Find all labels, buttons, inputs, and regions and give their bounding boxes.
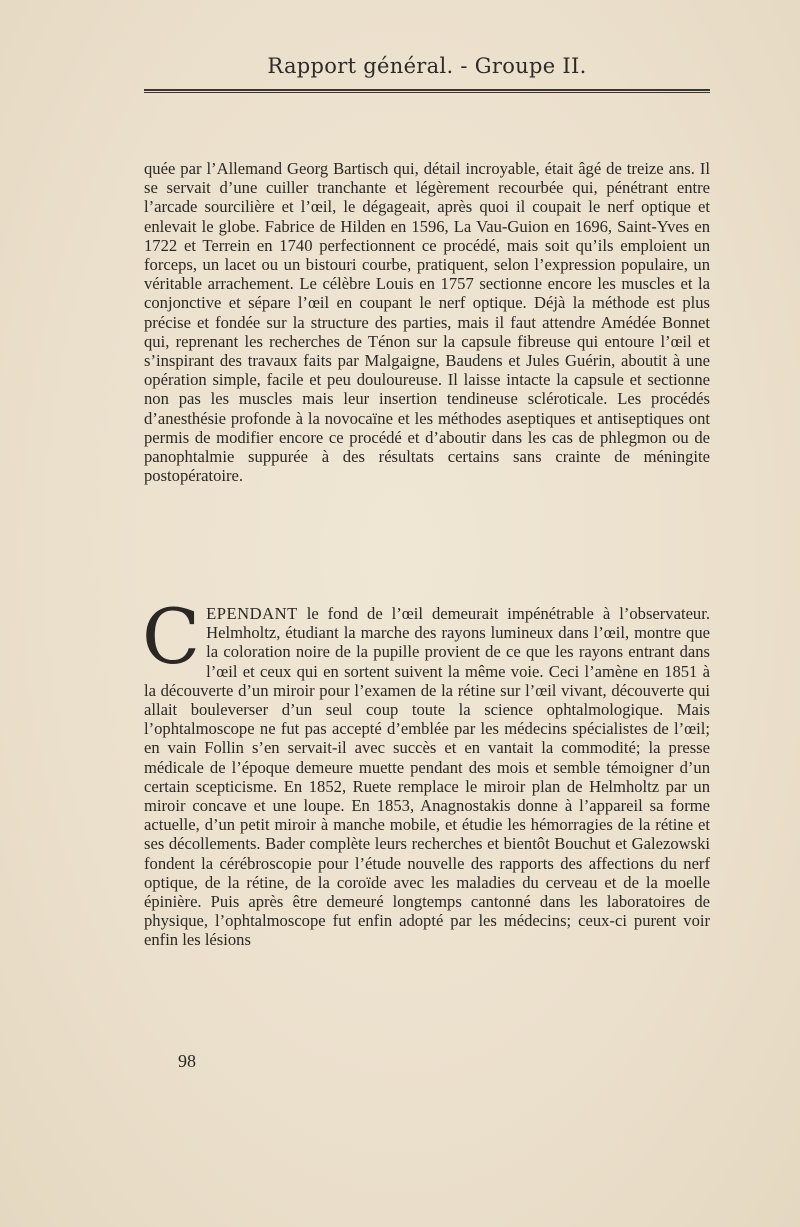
paragraph-2-text: le fond de l’œil demeurait impénétrable à l’observateur. Helmholtz, étudiant la marche des rayons lumineux dans l’œil, montre que la coloration noire de la pupille provient de ce que les rayons entrant dans l’œil et ceux qui en sortent suivent la même voie. Ceci l’amène en 1851 à la découverte d’un miroir pour l’examen de la rétine sur l’œil vivant, découverte qui allait bouleverser d’un seul coup toute la science ophtalmologique. Mais l’ophtalmoscope ne fut pas accepté d’emblée par les médecins spécialistes de l’œil; en vain Follin s’en servait-il avec succès et en vantait la commodité; la presse médicale de l’époque demeure muette pendant des mois et semble témoigner d’un certain scepticisme. En 1852, Ruete remplace le miroir plan de Helmholtz par un miroir concave et une loupe. En 1853, Anagnostakis donne à l’appareil sa forme actuelle, d’un petit miroir à manche mobile, et étudie les hémorragies de la rétine et ses décollements. Bader complète leurs recherches et bientôt Bouchut et Galezowski fondent la cérébroscopie pour l’étude nouvelle des rapports des affections du nerf optique, de la rétine, de la coroïde avec les maladies du cerveau et de la moelle épinière. Puis après être demeuré longtemps cantonné dans les laboratoires de physique, l’ophtalmoscope fut enfin adopté par les médecins; ceux-ci purent voir enfin les lésions [144, 604, 710, 950]
page-number: 98 [178, 1051, 196, 1071]
opening-word: EPENDANT [206, 604, 298, 623]
paragraph-1: quée par l’Allemand Georg Bartisch qui, détail incroyable, était âgé de treize ans. Il se servait d’une cuiller tranchante et légèrement recourbée qui, pénétrant entre l’arcade sourcilière et l’œil, le dégageait, après quoi il coupait le nerf optique et enlevait le globe. Fabrice de Hilden en 1596, La Vau-Guion en 1696, Saint-Yves en 1722 et Terrein en 1740 perfectionnent ce procédé, mais soit qu’ils emploient un forceps, un lacet ou un bistouri courbe, pratiquent, selon l’expression populaire, un véritable arrachement. Le célèbre Louis en 1757 sectionne encore les muscles et la conjonctive et sépare l’œil en coupant le nerf optique. Déjà la méthode est plus précise et fondée sur la structure des parties, mais il faut attendre Amédée Bonnet qui, reprenant les recherches de Ténon sur la capsule fibreuse qui entoure l’œil et s’inspirant des travaux faits par Malgaigne, Baudens et Jules Guérin, aboutit à une opération simple, facile et peu douloureuse. Il laisse intacte la capsule et sectionne non pas les muscles mais leur insertion tendineuse scléroticale. Les procédés d’anesthésie profonde à la novocaïne et les méthodes aseptiques et antiseptiques ont permis de modifier encore ce procédé et d’aboutir dans les cas de phlegmon ou de panophtalmie suppurée à des résultats certains sans crainte de méningite postopératoire. [144, 159, 710, 486]
running-title: Rapport général. - Groupe II. [267, 54, 587, 78]
drop-cap: C [142, 592, 201, 681]
paragraph-2 [142, 592, 710, 950]
header-rule [144, 89, 710, 93]
